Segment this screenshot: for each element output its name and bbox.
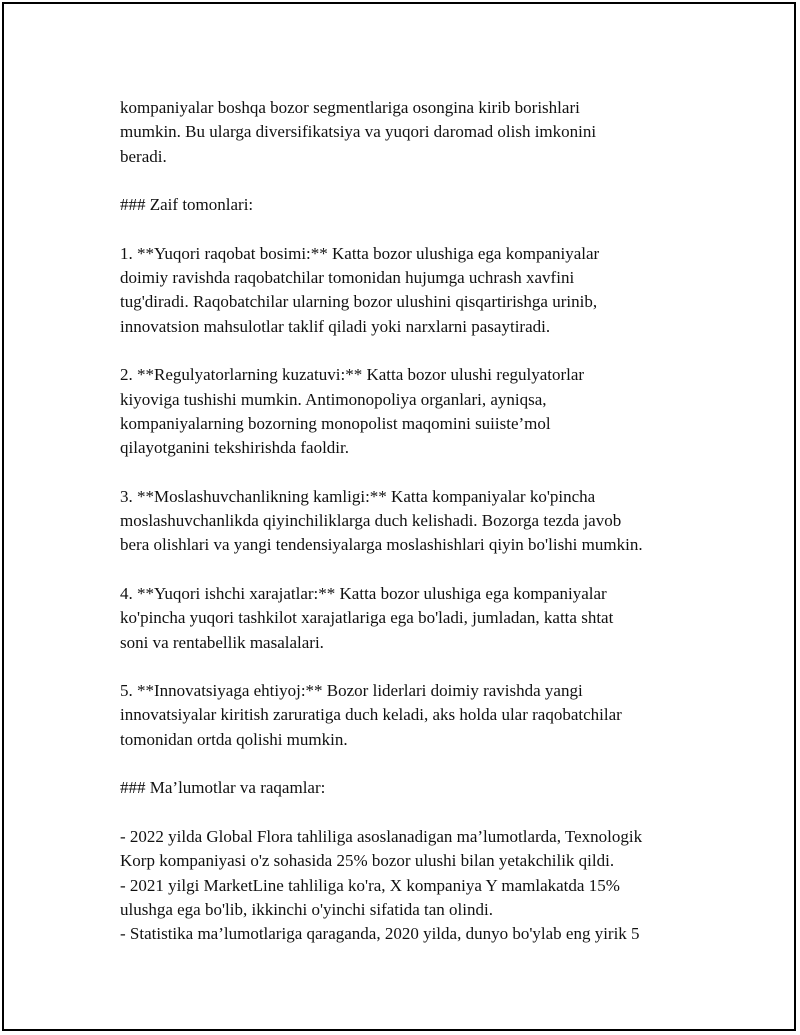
text-line: innovatsion mahsulotlar taklif qiladi yoki narxlarni pasaytiradi.: [120, 316, 551, 336]
text-line: 5. **Innovatsiyaga ehtiyoj:** Bozor liderlari doimiy ravishda yangi: [120, 681, 583, 701]
text-line: - 2022 yilda Global Flora tahliliga asoslanadigan ma’lumotlarda, Texnologik: [120, 826, 643, 846]
text-line: 1. **Yuqori raqobat bosimi:** Katta bozor ulushiga ega kompaniyalar: [120, 243, 600, 263]
section-heading: ### Ma’lumotlar va raqamlar:: [120, 778, 326, 798]
text-line: - 2021 yilgi MarketLine tahliliga ko'ra, X kompaniya Y mamlakatda 15%: [120, 875, 620, 895]
blank-line: [120, 801, 700, 825]
blank-line: [120, 217, 700, 241]
text-line: kiyoviga tushishi mumkin. Antimonopoliya organlari, ayniqsa,: [120, 389, 547, 409]
text-line: - Statistika ma’lumotlariga qaraganda, 2020 yilda, dunyo bo'ylab eng yirik 5: [120, 924, 640, 944]
text-line: qilayotganini tekshirishda faoldir.: [120, 438, 349, 458]
section-heading: ### Zaif tomonlari:: [120, 195, 254, 215]
text-line: tug'diradi. Raqobatchilar ularning bozor ulushini qisqartirishga urinib,: [120, 292, 598, 312]
text-line: moslashuvchanlikda qiyinchiliklarga duch kelishadi. Bozorga tezda javob: [120, 511, 622, 531]
document-page: [2, 2, 796, 1031]
blank-line: [120, 339, 700, 363]
text-line: 3. **Moslashuvchanlikning kamligi:** Katta kompaniyalar ko'pincha: [120, 486, 596, 506]
text-line: kompaniyalarning bozorning monopolist maqomini suiiste’mol: [120, 413, 551, 433]
text-line: ko'pincha yuqori tashkilot xarajatlariga ega bo'ladi, jumladan, katta shtat: [120, 608, 614, 628]
text-line: soni va rentabellik masalalari.: [120, 632, 324, 652]
text-line: Korp kompaniyasi o'z sohasida 25% bozor ulushi bilan yetakchilik qildi.: [120, 851, 615, 871]
text-line: beradi.: [120, 146, 167, 166]
text-line: mumkin. Bu ularga diversifikatsiya va yuqori daromad olish imkonini: [120, 122, 597, 142]
text-line: innovatsiyalar kiritish zaruratiga duch keladi, aks holda ular raqobatchilar: [120, 705, 622, 725]
blank-line: [120, 655, 700, 679]
blank-line: [120, 558, 700, 582]
text-line: 4. **Yuqori ishchi xarajatlar:** Katta bozor ulushiga ega kompaniyalar: [120, 583, 607, 603]
blank-line: [120, 169, 700, 193]
document-text: [120, 96, 700, 946]
blank-line: [120, 460, 700, 484]
text-line: doimiy ravishda raqobatchilar tomonidan hujumga uchrash xavfini: [120, 268, 575, 288]
blank-line: [120, 752, 700, 776]
text-line: tomonidan ortda qolishi mumkin.: [120, 729, 348, 749]
text-line: bera olishlari va yangi tendensiyalarga moslashishlari qiyin bo'lishi mumkin.: [120, 535, 643, 555]
text-line: 2. **Regulyatorlarning kuzatuvi:** Katta bozor ulushi regulyatorlar: [120, 365, 585, 385]
text-line: ulushga ega bo'lib, ikkinchi o'yinchi sifatida tan olindi.: [120, 899, 493, 919]
text-line: kompaniyalar boshqa bozor segmentlariga osongina kirib borishlari: [120, 98, 580, 117]
